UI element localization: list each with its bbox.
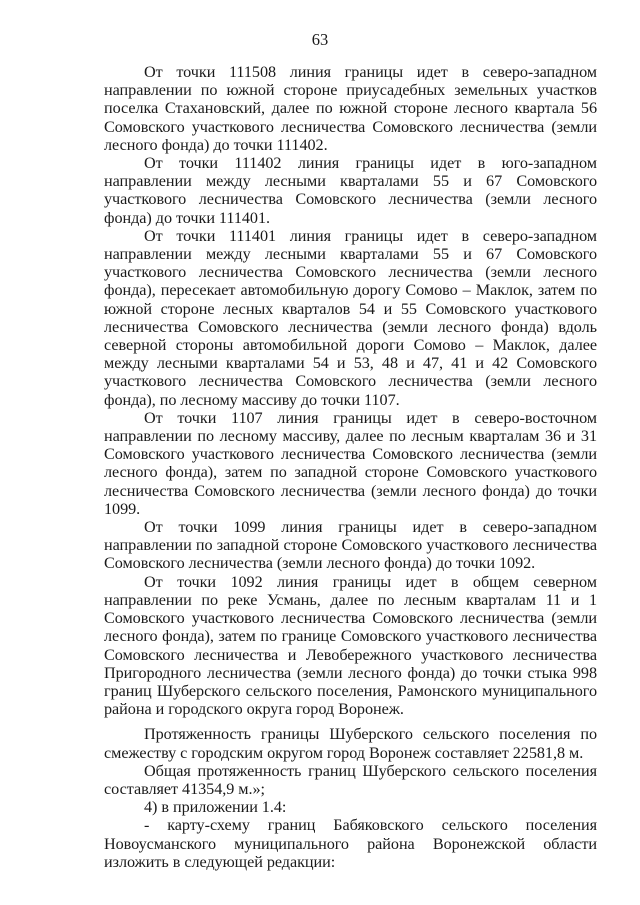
body-text	[104, 63, 597, 871]
paragraph-point-111402: От точки 111402 линия границы идет в юго-западном направлении между лесными кварталами 55 и 67 Сомовского участкового лесничества Сомовского лесничества (земли лесного фонда) до точки 111401.	[104, 154, 597, 227]
paragraph-appendix-item: 4) в приложении 1.4:	[144, 798, 287, 817]
paragraph-point-1107: От точки 1107 линия границы идет в северо-восточном направлении по лесному массиву, далее по лесным кварталам 36 и 31 Сомовского участкового лесничества Сомовского лесничества (земли лесного фонда), затем по западной стороне Сомовского участкового лесничества Сомовского лесничества (земли лесного фонда) до точки 1099.	[104, 408, 597, 518]
paragraph-point-111508: От точки 111508 линия границы идет в северо-западном направлении по южной стороне приусадебных земельных участков поселка Стахановский, далее по южной стороне лесного квартала 56 Сомовского участкового лесничества Сомовского лесничества (земли лесного фонда) до точки 111402.	[104, 63, 597, 154]
paragraph-map-scheme-instruction: - карту-схему границ Бабяковского сельского поселения Новоусманского муниципального района Воронежской области изложить в следующей редакции:	[104, 816, 597, 871]
paragraph-point-111401: От точки 111401 линия границы идет в северо-западном направлении между лесными кварталами 55 и 67 Сомовского участкового лесничества Сомовского лесничества (земли лесного фонда), пересекает автомобильную дорогу Сомово – Маклок, затем по южной стороне лесных кварталов 54 и 55 Сомовского участкового лесничества Сомовского лесничества (земли лесного фонда) вдоль северной стороны автомобильной дороги Сомово – Маклок, далее между лесными кварталами 54 и 53, 48 и 47, 41 и 42 Сомовского участкового лесничества Сомовского лесничества (земли лесного фонда), по лесному массиву до точки 1107.	[104, 226, 597, 409]
paragraph-border-length-voronezh: Протяженность границы Шуберского сельского поселения по смежеству с городским округом город Воронеж составляет 22581,8 м.	[104, 725, 597, 762]
paragraph-point-1099: От точки 1099 линия границы идет в северо-западном направлении по западной стороне Сомовского участкового лесничества Сомовского лесничества (земли лесного фонда) до точки 1092.	[104, 518, 597, 573]
page-number: 63	[311, 30, 329, 49]
paragraph-total-border-length: Общая протяженность границ Шуберского сельского поселения составляет 41354,9 м.»;	[104, 761, 597, 798]
paragraph-point-1092: От точки 1092 линия границы идет в общем северном направлении по реке Усмань, далее по лесным кварталам 11 и 1 Сомовского участкового лесничества Сомовского лесничества (земли лесного фонда), затем по границе Сомовского участкового лесничества Сомовского лесничества и Левобережного участкового лесничества Пригородного лесничества (земли лесного фонда) до точки стыка 998 границ Шуберского сельского поселения, Рамонского муниципального района и городского округа город Воронеж.	[104, 572, 597, 719]
